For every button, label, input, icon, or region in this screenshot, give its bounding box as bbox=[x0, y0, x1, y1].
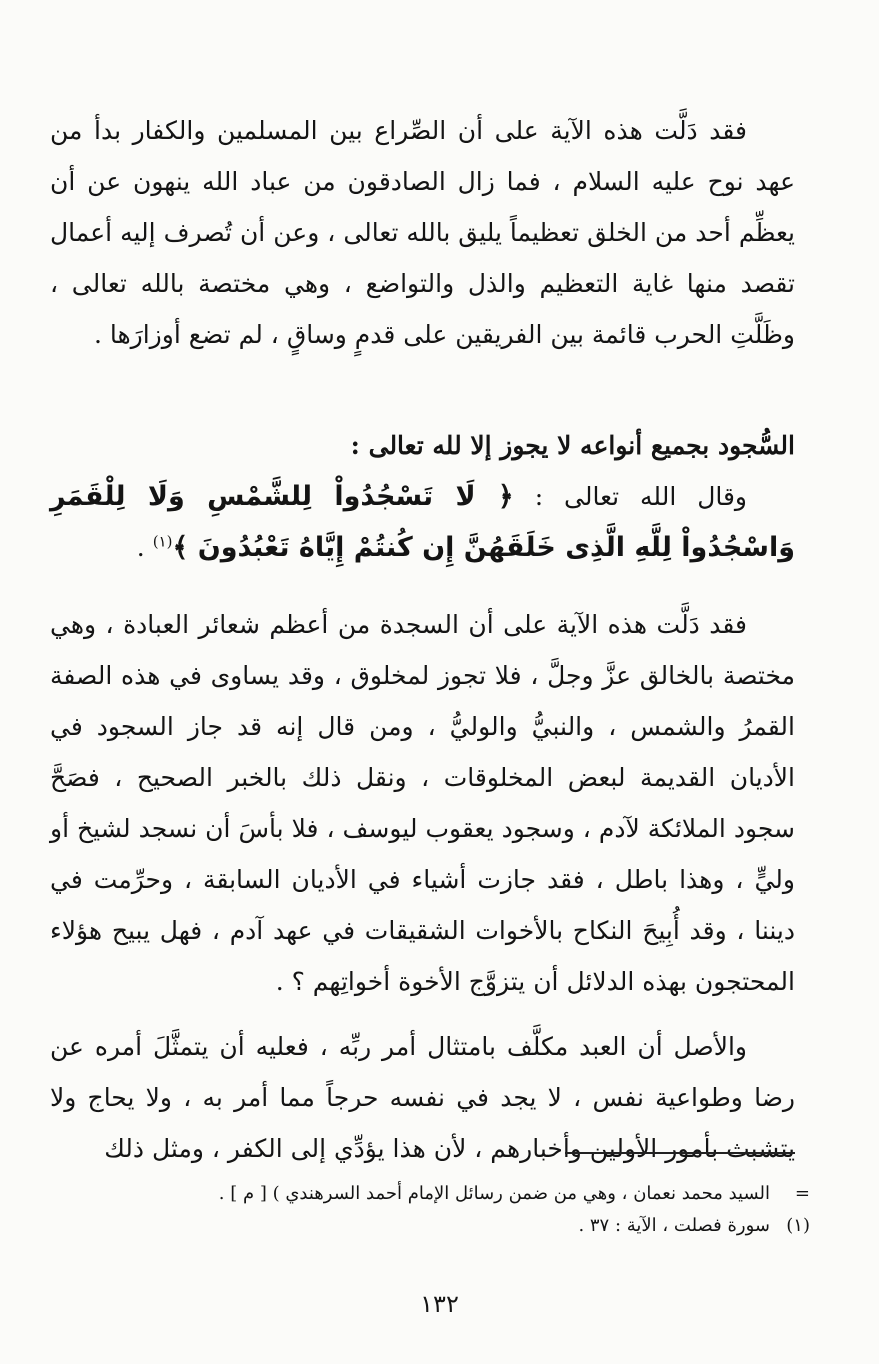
page-number: ١٣٢ bbox=[420, 1290, 459, 1318]
footnote-mark: = bbox=[794, 1183, 810, 1204]
quran-verse: ﴿ لَا تَسْجُدُواْ لِلشَّمْسِ وَلَا لِلْقَمَرِ وَاسْجُدُواْ لِلَّهِ الَّذِى خَلَقَهُنَّ إِن كُنتُمْ إِيَّاهُ تَعْبُدُونَ ﴾ bbox=[50, 481, 795, 563]
verse-intro: وقال الله تعالى : bbox=[534, 482, 747, 511]
footnote-continuation bbox=[120, 1178, 810, 1210]
section-heading: السُّجود بجميع أنواعه لا يجوز إلا لله تعالى : bbox=[350, 431, 795, 460]
page-body bbox=[50, 105, 795, 1174]
verse-paragraph bbox=[50, 471, 795, 573]
footnote-reference: (١) bbox=[152, 532, 173, 551]
paragraph-2: فقد دَلَّت هذه الآية على أن السجدة من أعظم شعائر العبادة ، وهي مختصة بالخالق عزَّ وجلَّ ، فلا تجوز لمخلوق ، وقد يساوى في هذه الصفة القمرُ والشمس ، والنبيُّ والوليُّ ، ومن قال إنه قد جاز السجود في الأديان القديمة لبعض المخلوقات ، ونقل ذلك بالخبر الصحيح ، فصَحَّ سجود الملائكة لآدم ، وسجود يعقوب ليوسف ، فلا بأسَ أن نسجد لشيخ أو وليٍّ ، وهذا باطل ، فقد جازت أشياء في الأديان السابقة ، وحرِّمت في ديننا ، وقد أُبِيحَ النكاح بالأخوات الشقيقات في عهد آدم ، فهل يبيح هؤلاء المحتجون بهذه الدلائل أن يتزوَّج الأخوة أخواتِهم ؟ . bbox=[50, 610, 795, 996]
paragraph-3: والأصل أن العبد مكلَّف بامتثال أمر ربِّه ، فعليه أن يتمثَّلَ أمره عن رضا وطواعية نفس ، لا يجد في نفسه حرجاً مما أمر به ، ولا يحاج ولا يتشبث بأمور الأولين وأخبارهم ، لأن هذا يؤدِّي إلى الكفر ، ومثل ذلك bbox=[50, 1032, 795, 1163]
footnote-mark: (١) bbox=[786, 1215, 810, 1236]
footnotes bbox=[120, 1178, 810, 1242]
footnote-text: السيد محمد نعمان ، وهي من ضمن رسائل الإمام أحمد السرهندي ) [ م ] . bbox=[218, 1183, 770, 1204]
footnote-divider bbox=[565, 1152, 795, 1154]
footnote-text: سورة فصلت ، الآية : ٣٧ . bbox=[578, 1215, 770, 1236]
paragraph-1: فقد دَلَّت هذه الآية على أن الصِّراع بين المسلمين والكفار بدأ من عهد نوح عليه السلام ، فما زال الصادقون من عباد الله ينهون عن أن يعظِّم أحد من الخلق تعظيماً يليق بالله تعالى ، وعن أن تُصرف إليه أعمال تقصد منها غاية التعظيم والذل والتواضع ، وهي مختصة بالله تعالى ، وظَلَّتِ الحرب قائمة بين الفريقين على قدمٍ وساقٍ ، لم تضع أوزارَها . bbox=[50, 116, 795, 349]
footnote-1 bbox=[120, 1210, 810, 1242]
verse-end: . bbox=[136, 533, 153, 562]
